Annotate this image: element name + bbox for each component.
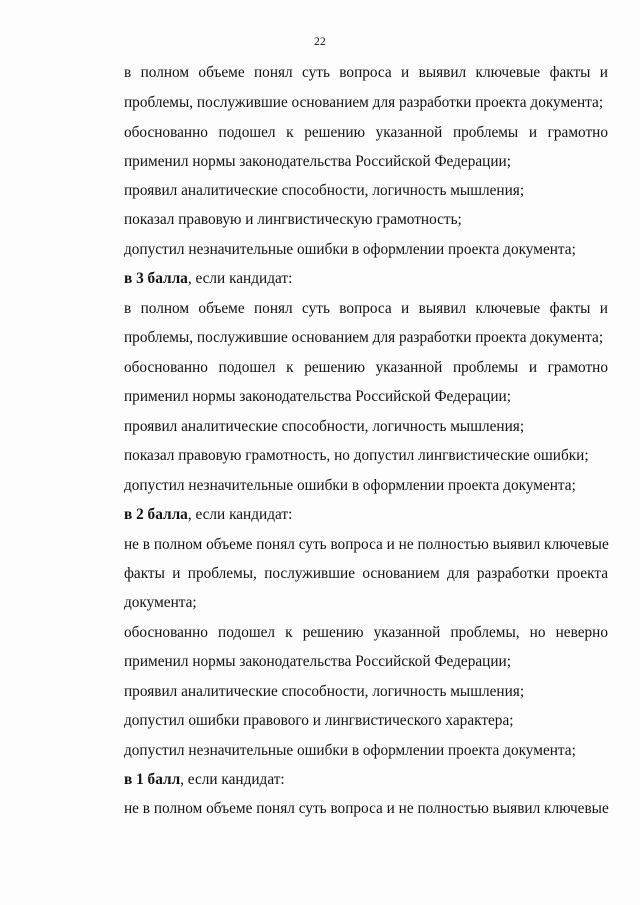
score-condition: , если кандидат: [180,771,285,788]
text-line: документа; [124,594,197,611]
text-line: проявил аналитические способности, логичность мышления; [124,182,525,199]
text-line: допустил незначительные ошибки в оформлении проекта документа; [124,241,576,258]
text-line: показал правовую и лингвистическую грамотность; [124,211,462,228]
text-line: проблемы, послужившие основанием для разработки проекта документа; [124,329,604,346]
text-line: применил нормы законодательства Российской Федерации; [124,153,511,170]
text-line: в полном объеме понял суть вопроса и выявил ключевые факты и [124,300,608,317]
text-line: обоснованно подошел к решению указанной проблемы и грамотно [124,124,608,141]
score-condition: , если кандидат: [187,506,293,523]
text-line: показал правовую грамотность, но допустил лингвистические ошибки; [124,447,589,464]
text-line: не в полном объеме понял суть вопроса и не полностью выявил ключевые [124,800,609,817]
page-number: 22 [313,36,327,48]
text-line: не в полном объеме понял суть вопроса и не полностью выявил ключевые [124,536,609,553]
text-line: допустил ошибки правового и лингвистического характера; [124,712,514,729]
text-line: применил нормы законодательства Российской Федерации; [124,653,511,670]
text-line: допустил незначительные ошибки в оформлении проекта документа; [124,477,576,494]
text-line: проявил аналитические способности, логичность мышления; [124,418,525,435]
score-heading [124,771,608,789]
text-line: факты и проблемы, послужившие основанием для разработки проекта [124,565,608,582]
score-heading [124,506,608,524]
score-condition: , если кандидат: [187,270,293,287]
score-label: в 1 балл [124,771,181,788]
text-line: допустил незначительные ошибки в оформлении проекта документа; [124,742,576,759]
score-heading [124,270,608,288]
text-line: проявил аналитические способности, логичность мышления; [124,683,525,700]
score-label: в 2 балла [124,506,188,523]
score-label: в 3 балла [124,270,188,287]
text-line: проблемы, послужившие основанием для разработки проекта документа; [124,94,604,111]
text-line: обоснованно подошел к решению указанной проблемы, но неверно [124,624,608,641]
text-line: в полном объеме понял суть вопроса и выявил ключевые факты и [124,64,608,81]
text-line: применил нормы законодательства Российской Федерации; [124,388,511,405]
text-line: обоснованно подошел к решению указанной проблемы и грамотно [124,359,608,376]
